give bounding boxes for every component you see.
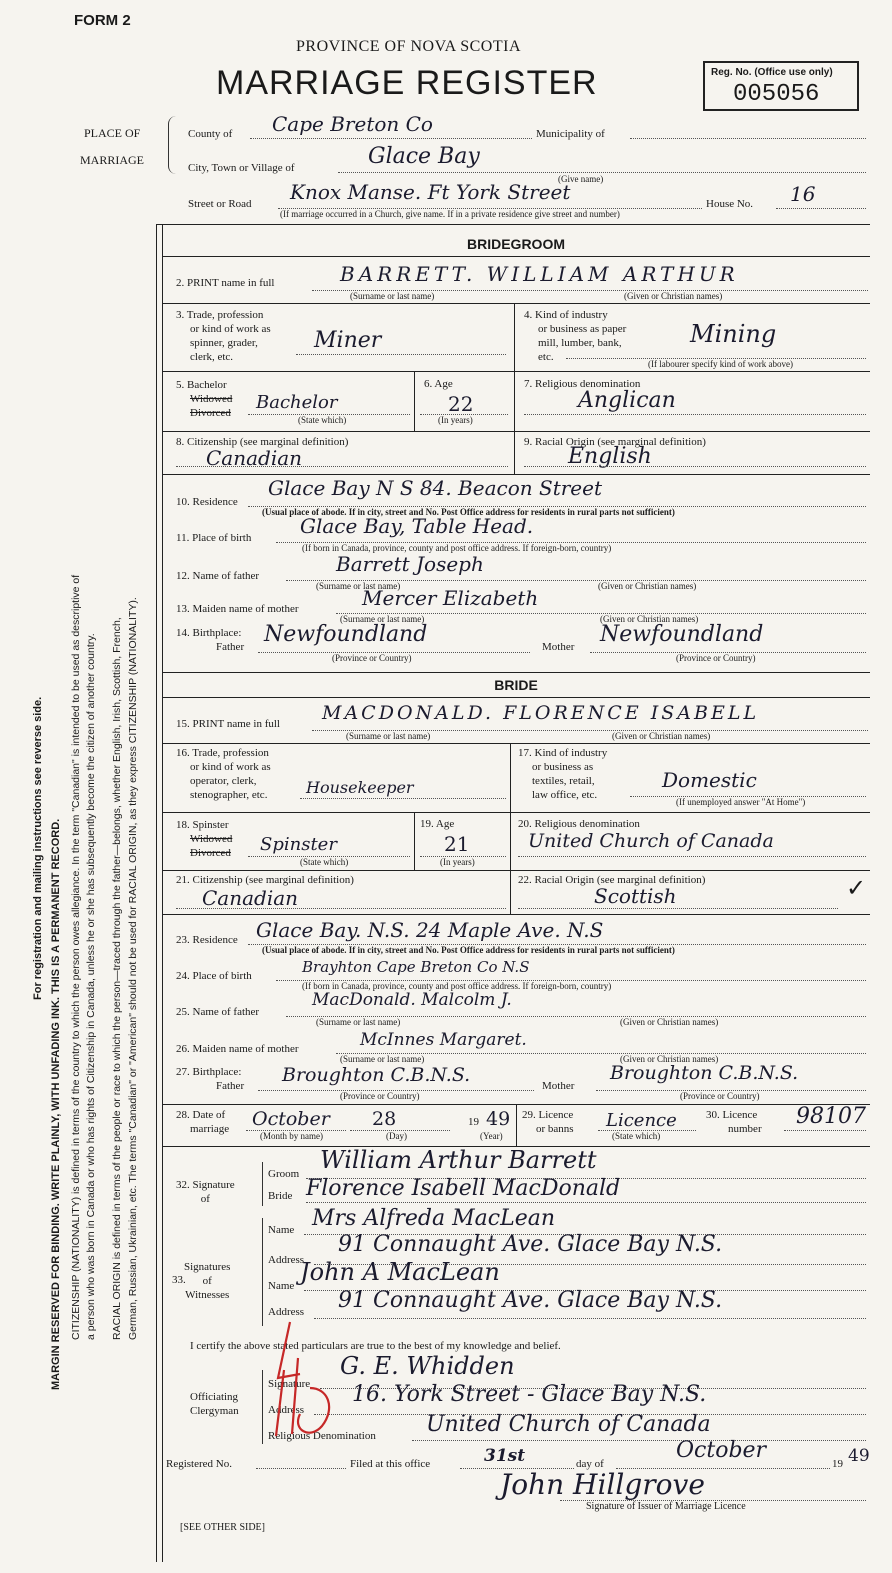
province-title: PROVINCE OF NOVA SCOTIA (296, 38, 522, 55)
f9-label: 9. Racial Origin (see marginal definition) (524, 436, 706, 448)
city-value: Glace Bay (368, 144, 480, 169)
groom-citizenship-line (176, 466, 508, 467)
w2-address-line (314, 1318, 866, 1319)
brace (168, 116, 177, 174)
bride-name: MACDONALD. FLORENCE ISABELL (322, 702, 760, 724)
f5-l3: Divorced (190, 407, 231, 419)
f24-label: 24. Place of birth (176, 970, 252, 982)
officiating-label (190, 1390, 239, 1418)
f4-l1: 4. Kind of industry (524, 309, 608, 321)
filed-day: 31st (484, 1446, 526, 1466)
frame-left-outer (156, 224, 157, 1562)
bride-mother-given-hint: (Given or Christian names) (620, 1054, 719, 1064)
fb-hint: (Province or Country) (332, 653, 412, 663)
margin-racial-def2: German, Russian, Ukrainian, etc. The terms "Canadian" or "American" should not be used for RACIAL ORIGIN, as they express CITIZENSHIP (NATIONALITY). (127, 597, 139, 1340)
street-label: Street or Road (188, 198, 252, 210)
bride-industry: Domestic (662, 768, 757, 792)
f26-label: 26. Maiden name of mother (176, 1043, 299, 1055)
row-line (162, 812, 870, 813)
f28-label (176, 1108, 229, 1136)
clergy-address-label: Address (268, 1404, 305, 1416)
f18-label (176, 818, 232, 860)
bride-surname-hint: (Surname or last name) (346, 731, 431, 741)
f10-label: 10. Residence (176, 496, 238, 508)
col-divider (514, 371, 515, 474)
groom-given-hint: (Given or Christian names) (624, 291, 723, 301)
col-divider (514, 303, 515, 371)
municipality-line (630, 138, 866, 139)
registered-line (256, 1468, 346, 1469)
bride-signature: Florence Isabell MacDonald (306, 1176, 621, 1201)
f17-l4: law office, etc. (532, 789, 598, 801)
f6-label: 6. Age (424, 378, 453, 390)
certify-statement: I certify the above stated particulars are true to the best of my knowledge and belief. (190, 1340, 561, 1352)
row-line (162, 870, 870, 871)
f17-l3: textiles, retail, (532, 775, 595, 787)
groom-citizenship: Canadian (206, 446, 303, 470)
f18-l3: Divorced (190, 847, 231, 859)
col-divider (414, 812, 415, 870)
city-line (338, 172, 866, 173)
f27-label: 27. Birthplace: (176, 1066, 242, 1078)
groom-mother: Mercer Elizabeth (362, 586, 539, 610)
street-hint: (If marriage occurred in a Church, give name. If in a private residence give street and number) (280, 209, 620, 219)
w1-address-label: Address (268, 1254, 305, 1266)
form-number: FORM 2 (74, 12, 131, 29)
groom-birthplace: Glace Bay, Table Head. (300, 514, 534, 538)
bride-fb-hint: (Province or Country) (340, 1091, 420, 1101)
f28-l1: 28. Date of (176, 1109, 226, 1121)
f17-label (518, 746, 607, 802)
bride-racial: Scottish (594, 884, 677, 908)
f27-father-label: Father (216, 1080, 245, 1092)
bride-residence-hint: (Usual place of abode. If in city, street and No. Post Office address for residents in rural parts not sufficient) (262, 945, 675, 955)
f32-l2: of (200, 1193, 210, 1205)
check-mark: ✓ (846, 875, 867, 902)
f32-label (176, 1178, 235, 1206)
f33-l3: Witnesses (185, 1289, 230, 1301)
f3-l4: clerk, etc. (190, 351, 234, 363)
licence-state-hint: (State which) (612, 1131, 661, 1141)
bride-citizenship: Canadian (202, 886, 299, 910)
col-divider (414, 371, 415, 431)
house-line (776, 208, 866, 209)
f3-l2: or kind of work as (190, 323, 271, 335)
margin-citizenship-def2: a person who was born in Canada or who has rights of Citizenship in Canada, unless he or she has subsequently become the citizen of another country. (85, 633, 97, 1340)
bride-trade: Housekeeper (306, 778, 414, 797)
licence-number-line (784, 1130, 866, 1131)
bride-father-birthplace: Broughton C.B.N.S. (282, 1064, 471, 1086)
licence-number: 98107 (796, 1104, 866, 1129)
groom-trade-line (296, 354, 506, 355)
clergy-denom-line (412, 1440, 866, 1441)
city-label: City, Town or Village of (188, 162, 295, 174)
f33-label (184, 1260, 230, 1302)
groom-racial: English (568, 444, 652, 469)
groom-residence: Glace Bay N S 84. Beacon Street (268, 476, 602, 500)
f19-label: 19. Age (420, 818, 455, 830)
clergy-denomination: United Church of Canada (426, 1412, 711, 1437)
w2-address-label: Address (268, 1306, 305, 1318)
clergy-denom-label: Religious Denomination (268, 1430, 376, 1442)
registrar-red-mark (270, 1318, 340, 1442)
f4-l2: or business as paper (538, 323, 627, 335)
f16-label (176, 746, 271, 802)
f30-l1: 30. Licence (706, 1109, 758, 1121)
mb-hint: (Province or Country) (676, 653, 756, 663)
groom-age-hint: (In years) (438, 415, 473, 425)
f5-l1: 5. Bachelor (176, 379, 227, 391)
birth-hint: (If born in Canada, province, county and post office address. If foreign-born, country) (302, 543, 612, 553)
f17-l1: 17. Kind of industry (518, 747, 608, 759)
house-label: House No. (706, 198, 754, 210)
clergy-signature: G. E. Whidden (340, 1352, 515, 1380)
f14-father-label: Father (216, 641, 245, 653)
county-label: County of (188, 128, 233, 140)
f30-l2: number (728, 1123, 762, 1135)
bride-top-line (162, 672, 870, 673)
groom-state-hint: (State which) (298, 415, 347, 425)
bride-racial-line (518, 908, 838, 909)
w1-name-label: Name (268, 1224, 295, 1236)
year-prefix: 19 (468, 1116, 479, 1128)
bride-age-hint: (In years) (440, 857, 475, 867)
f8-label: 8. Citizenship (see marginal definition) (176, 436, 349, 448)
f15-label: 15. PRINT name in full (176, 718, 280, 730)
bride-heading-line (162, 697, 870, 698)
bride-mother: McInnes Margaret. (360, 1030, 527, 1050)
bride-status: Spinster (260, 834, 337, 855)
col-divider (510, 812, 511, 914)
f16-l3: operator, clerk, (190, 775, 257, 787)
witness1-name: Mrs Alfreda MacLean (312, 1206, 555, 1231)
county-line (250, 138, 532, 139)
issuer-signature: John Hillgrove (500, 1468, 705, 1501)
bride-religion: United Church of Canada (528, 830, 774, 852)
frame-left-inner (162, 224, 163, 1562)
off-l2: Clergyman (190, 1405, 239, 1417)
f32-l1: 32. Signature (176, 1179, 235, 1191)
bride-mb-hint: (Province or Country) (680, 1091, 760, 1101)
bride-birthplace: Brayhton Cape Breton Co N.S (302, 958, 530, 976)
filed-month: October (676, 1438, 767, 1463)
bride-mother-surname-hint: (Surname or last name) (340, 1054, 425, 1064)
marriage-month: October (252, 1108, 330, 1130)
groom-religion-line (524, 414, 866, 415)
col-divider (516, 1104, 517, 1146)
give-name-hint: (Give name) (558, 174, 604, 184)
bride-trade-line (300, 798, 506, 799)
f2-label-text: 2. PRINT name in full (176, 277, 275, 289)
reg-number-box (703, 61, 859, 111)
f3-l1: 3. Trade, profession (176, 309, 264, 321)
bride-citizenship-line (176, 908, 506, 909)
filed-year: 49 (848, 1446, 870, 1466)
f17-l2: or business as (532, 761, 594, 773)
groom-mother-birthplace: Newfoundland (600, 622, 764, 647)
f29-l2: or banns (536, 1123, 574, 1135)
f14-mother-label: Mother (542, 641, 575, 653)
bride-religion-line (518, 856, 866, 857)
reg-number-value: 005056 (733, 81, 820, 108)
bride-sig-line (306, 1202, 866, 1203)
margin-binding-note: MARGIN RESERVED FOR BINDING. WRITE PLAINLY, WITH UNFADING INK. THIS IS A PERMANENT RECORD. (50, 818, 62, 1390)
f16-l4: stenographer, etc. (190, 789, 268, 801)
groom-religion: Anglican (578, 388, 676, 413)
witness2-name: John A MacLean (300, 1258, 500, 1286)
bride-father-given-hint: (Given or Christian names) (620, 1017, 719, 1027)
f25-label: 25. Name of father (176, 1006, 260, 1018)
groom-industry: Mining (690, 320, 777, 348)
bride-father: MacDonald. Malcolm J. (312, 990, 512, 1010)
f22-label: 22. Racial Origin (see marginal definition) (518, 874, 706, 886)
row-line (162, 474, 870, 475)
f33-num: 33. (172, 1274, 186, 1286)
see-other-side: [SEE OTHER SIDE] (180, 1522, 265, 1533)
day-of-label: day of (576, 1458, 604, 1470)
margin-instructions: For registration and mailing instructions see reverse side. (32, 696, 44, 1000)
f30-label (706, 1108, 762, 1136)
issuer-label: Signature of Issuer of Marriage Licence (586, 1501, 746, 1512)
year-hint: (Year) (480, 1131, 503, 1141)
licence-type: Licence (606, 1110, 677, 1131)
f18-l2: Widowed (190, 833, 233, 845)
row-line (162, 431, 870, 432)
bride-heading: BRIDE (494, 677, 538, 693)
registered-label: Registered No. (166, 1458, 232, 1470)
father-given-hint: (Given or Christian names) (598, 581, 697, 591)
f4-l4: etc. (538, 351, 554, 363)
margin-citizenship-def: CITIZENSHIP (NATIONALITY) is defined in terms of the country to which the person owes allegiance. In the term "Canadian" is intended to be used as descriptive of (70, 574, 82, 1340)
bride-age: 21 (444, 832, 470, 856)
place-of-label: PLACE OF (84, 126, 141, 140)
f33-l1: Signatures (184, 1261, 231, 1273)
groom-name: BARRETT. WILLIAM ARTHUR (340, 262, 739, 286)
mother-given-hint: (Given or Christian names) (600, 614, 699, 624)
f4-label (524, 308, 626, 364)
groom-sig-label: Groom (268, 1168, 300, 1180)
witness1-address: 91 Connaught Ave. Glace Bay N.S. (338, 1232, 723, 1257)
f28-l2: marriage (190, 1123, 230, 1135)
w2-name-label: Name (268, 1280, 295, 1292)
page-title: MARRIAGE REGISTER (216, 64, 598, 102)
f16-l2: or kind of work as (190, 761, 271, 773)
bride-given-hint: (Given or Christian names) (612, 731, 711, 741)
day-hint: (Day) (386, 1131, 407, 1141)
f29-label (522, 1108, 574, 1136)
bride-state-hint: (State which) (300, 857, 349, 867)
groom-father-birthplace: Newfoundland (264, 622, 428, 647)
f27-mother-label: Mother (542, 1080, 575, 1092)
groom-surname-hint: (Surname or last name) (350, 291, 435, 301)
frame-top (156, 224, 870, 225)
f23-label: 23. Residence (176, 934, 238, 946)
witness2-address: 91 Connaught Ave. Glace Bay N.S. (338, 1288, 723, 1313)
bridegroom-heading: BRIDEGROOM (467, 236, 565, 252)
marriage-label: MARRIAGE (80, 153, 145, 167)
groom-racial-line (524, 466, 866, 467)
house-value: 16 (790, 182, 816, 206)
f14-label: 14. Birthplace: (176, 627, 242, 639)
groom-signature: William Arthur Barrett (320, 1146, 597, 1174)
mother-surname-hint: (Surname or last name) (340, 614, 425, 624)
bride-father-surname-hint: (Surname or last name) (316, 1017, 401, 1027)
municipality-label: Municipality of (536, 128, 605, 140)
groom-industry-hint: (If labourer specify kind of work above) (648, 359, 793, 369)
row-line (162, 303, 870, 304)
f7-label: 7. Religious denomination (524, 378, 641, 390)
row-line (162, 743, 870, 744)
f29-l1: 29. Licence (522, 1109, 574, 1121)
reg-number-label: Reg. No. (Office use only) (711, 67, 833, 78)
f33-l2: of (202, 1275, 212, 1287)
f2-label (176, 277, 274, 289)
filed-year-prefix: 19 (832, 1458, 843, 1470)
f5-l2: Widowed (190, 393, 233, 405)
f16-l1: 16. Trade, profession (176, 747, 269, 759)
marriage-day: 28 (372, 1108, 397, 1130)
f4-l3: mill, lumber, bank, (538, 337, 622, 349)
col-divider (510, 743, 511, 812)
clergy-sig-label: Signature (268, 1378, 311, 1390)
groom-trade: Miner (314, 328, 382, 353)
f11-label: 11. Place of birth (176, 532, 252, 544)
residence-hint: (Usual place of abode. If in city, street and No. Post Office address for residents in rural parts not sufficient) (262, 507, 675, 517)
margin-racial-def: RACIAL ORIGIN is defined in terms of the people or race to which the person—traced through the father—belongs, whether English, Irish, Scottish, French, (111, 617, 123, 1340)
bride-birth-hint: (If born in Canada, province, county and post office address. If foreign-born, country) (302, 981, 612, 991)
bride-residence: Glace Bay. N.S. 24 Maple Ave. N.S (256, 918, 604, 942)
f20-label: 20. Religious denomination (518, 818, 640, 830)
groom-status: Bachelor (256, 392, 338, 413)
row-line (162, 914, 870, 915)
f12-label: 12. Name of father (176, 570, 260, 582)
groom-heading-line (162, 256, 870, 257)
bride-mother-birthplace: Broughton C.B.N.S. (610, 1062, 799, 1084)
county-value: Cape Breton Co (272, 112, 433, 136)
marriage-year: 49 (486, 1108, 511, 1130)
father-surname-hint: (Surname or last name) (316, 581, 401, 591)
f3-label (176, 308, 271, 364)
clergy-address: 16. York Street - Glace Bay N.S. (352, 1382, 707, 1407)
f18-l1: 18. Spinster (176, 819, 229, 831)
street-value: Knox Manse. Ft York Street (290, 180, 571, 204)
bride-sig-label: Bride (268, 1190, 293, 1202)
groom-age: 22 (448, 392, 474, 416)
bride-industry-hint: (If unemployed answer "At Home") (676, 797, 806, 807)
f21-label: 21. Citizenship (see marginal definition) (176, 874, 354, 886)
f5-label (176, 378, 232, 420)
month-hint: (Month by name) (260, 1131, 323, 1141)
f3-l3: spinner, grader, (190, 337, 258, 349)
off-l1: Officiating (190, 1391, 239, 1403)
groom-father: Barrett Joseph (336, 552, 484, 576)
filed-label: Filed at this office (350, 1458, 431, 1470)
f13-label: 13. Maiden name of mother (176, 603, 299, 615)
row-line (162, 371, 870, 372)
